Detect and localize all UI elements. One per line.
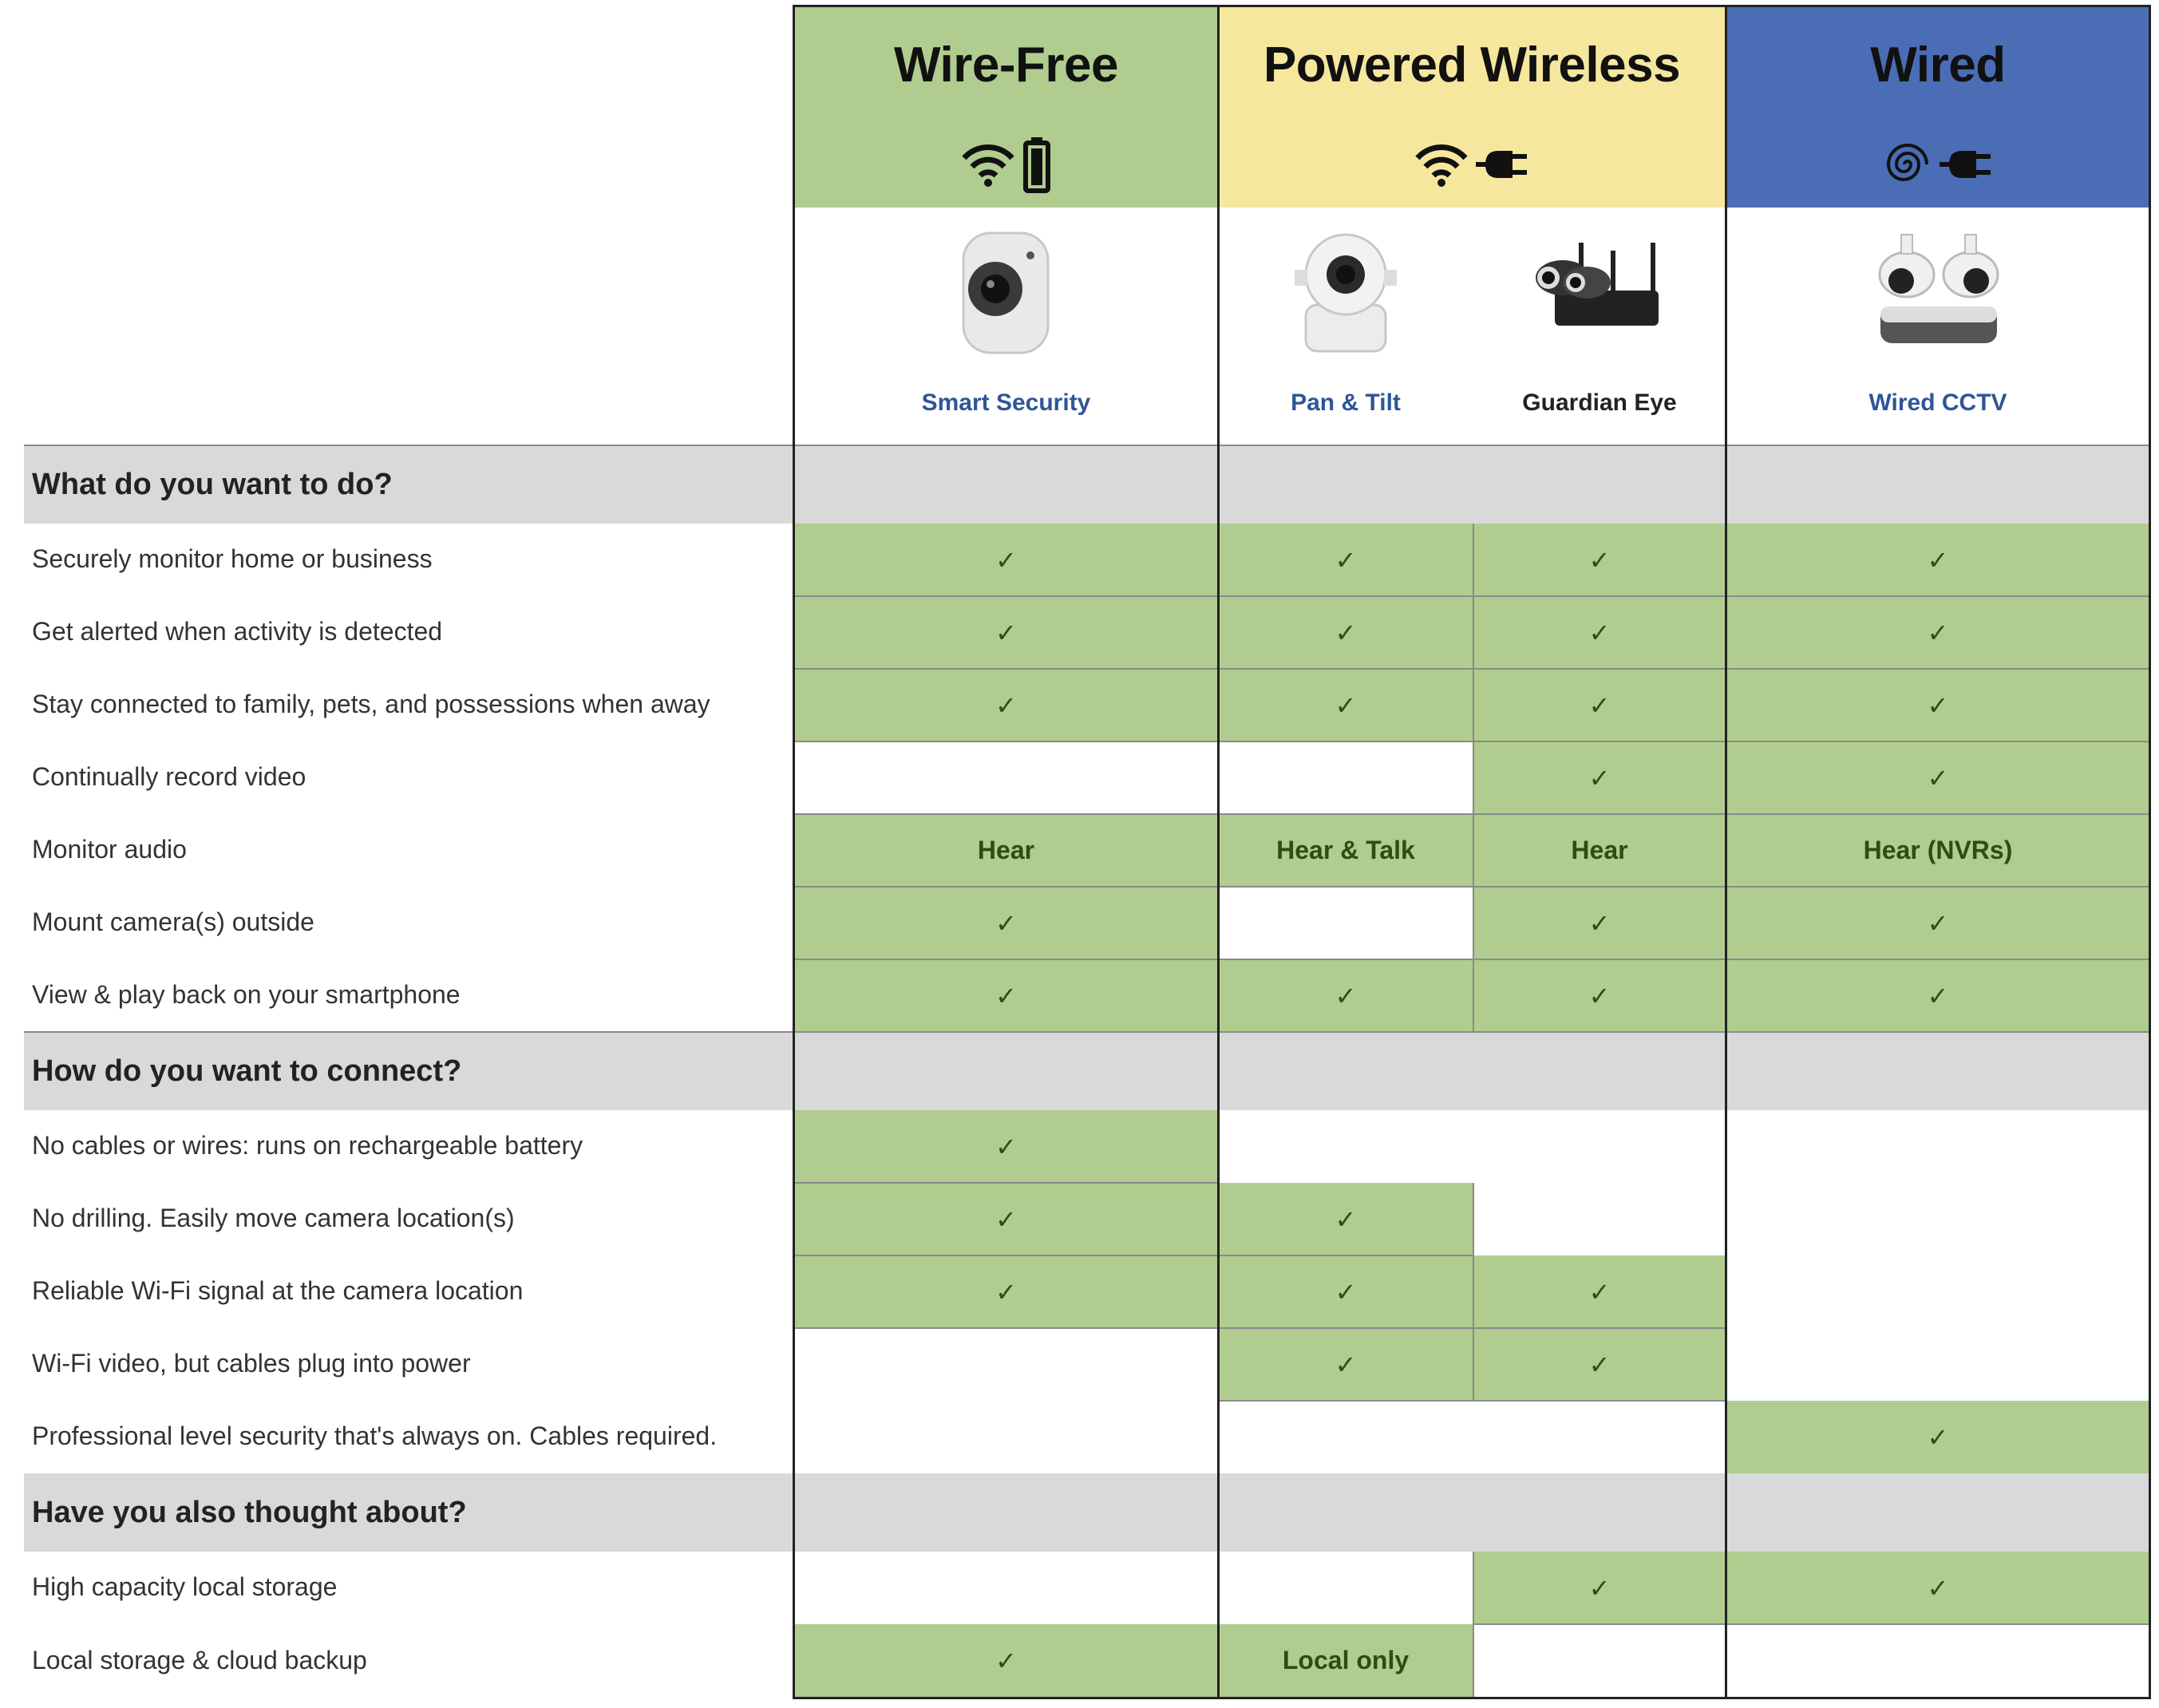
- section-spacer: [1218, 445, 1726, 524]
- check-cell: ✓: [1726, 669, 2150, 741]
- check-cell: ✓: [1473, 887, 1726, 959]
- check-cell: ✓: [1218, 1183, 1473, 1255]
- check-cell: ✓: [1473, 596, 1726, 669]
- section-spacer: [1726, 1032, 2150, 1110]
- header-wire-free: [794, 6, 1218, 208]
- divider: [794, 1255, 1473, 1256]
- row-label: Mount camera(s) outside: [32, 907, 314, 936]
- product-wired-cctv[interactable]: [1726, 208, 2150, 445]
- column-border: [1217, 6, 1220, 1698]
- row-label: Securely monitor home or business: [32, 544, 433, 573]
- row-label: Professional level security that's always on. Cables required.: [32, 1421, 718, 1450]
- check-cell: ✓: [1218, 959, 1473, 1032]
- audio-cell: Hear & Talk: [1218, 814, 1473, 887]
- table-bottom-border: [793, 1697, 2151, 1699]
- product-pan-tilt[interactable]: [1218, 208, 1473, 445]
- column-border: [793, 6, 795, 1698]
- check-cell: ✓: [1726, 596, 2150, 669]
- camera-image-icon: [1531, 235, 1667, 358]
- divider: [794, 1327, 1726, 1329]
- section-spacer: [794, 445, 1218, 524]
- check-cell: ✓: [794, 1183, 1218, 1255]
- camera-image-icon: [1871, 230, 2007, 362]
- column-border: [2149, 6, 2151, 1698]
- check-cell: ✓: [1726, 959, 2150, 1032]
- row-label: High capacity local storage: [32, 1572, 338, 1601]
- row-label: Monitor audio: [32, 835, 187, 864]
- check-cell: ✓: [1473, 741, 1726, 814]
- section-spacer: [1218, 1473, 1726, 1552]
- row-label: Continually record video: [32, 762, 306, 791]
- product-name[interactable]: Smart Security: [921, 389, 1091, 416]
- power-plug-icon: [1938, 144, 1994, 188]
- section-spacer: [794, 1473, 1218, 1552]
- check-cell: ✓: [1726, 741, 2150, 814]
- header-wired: [1726, 6, 2150, 208]
- check-cell: ✓: [1726, 524, 2150, 596]
- check-cell: ✓: [1726, 1552, 2150, 1624]
- battery-icon: [1021, 136, 1053, 197]
- check-cell: ✓: [1726, 887, 2150, 959]
- section-spacer: [794, 1032, 1218, 1110]
- check-cell: ✓: [1473, 959, 1726, 1032]
- row-label: Stay connected to family, pets, and possessions when away: [32, 690, 710, 718]
- subcolumn-border: [1473, 524, 1474, 1032]
- product-name[interactable]: Guardian Eye: [1522, 389, 1677, 416]
- wifi-icon: [1414, 140, 1469, 192]
- column-border: [1725, 6, 1727, 1698]
- row-label: Wi-Fi video, but cables plug into power: [32, 1349, 471, 1378]
- divider: [24, 445, 2150, 446]
- check-cell: ✓: [1473, 524, 1726, 596]
- divider: [1473, 1623, 2150, 1625]
- check-cell: ✓: [1218, 1255, 1473, 1328]
- wifi-icon: [960, 140, 1016, 192]
- check-cell: ✓: [794, 1110, 1218, 1183]
- check-cell: ✓: [1726, 1401, 2150, 1473]
- divider: [24, 1031, 2150, 1033]
- check-cell: ✓: [1473, 669, 1726, 741]
- product-name[interactable]: Wired CCTV: [1868, 389, 2007, 416]
- row-label: No cables or wires: runs on rechargeable battery: [32, 1131, 583, 1160]
- section-spacer: [1726, 1473, 2150, 1552]
- product-name[interactable]: Pan & Tilt: [1291, 389, 1401, 416]
- audio-cell: Hear: [1473, 814, 1726, 887]
- check-cell: ✓: [1473, 1552, 1726, 1624]
- check-cell: ✓: [1218, 669, 1473, 741]
- subcolumn-border: [1473, 1552, 1474, 1697]
- check-cell: ✓: [1218, 1328, 1473, 1401]
- section-title: How do you want to connect?: [32, 1054, 462, 1088]
- product-smart-security[interactable]: [794, 208, 1218, 445]
- header-title: Powered Wireless: [1263, 38, 1681, 93]
- row-label: Reliable Wi-Fi signal at the camera location: [32, 1276, 524, 1305]
- section-spacer: [1218, 1032, 1726, 1110]
- subcolumn-border: [1473, 1183, 1474, 1401]
- audio-cell: Hear (NVRs): [1726, 814, 2150, 887]
- header-powered-wireless: [1218, 6, 1726, 208]
- audio-cell: Hear: [794, 814, 1218, 887]
- storage-cell: Local only: [1218, 1624, 1473, 1697]
- check-cell: ✓: [1218, 524, 1473, 596]
- camera-image-icon: [954, 227, 1058, 366]
- check-cell: ✓: [794, 1255, 1218, 1328]
- check-cell: ✓: [794, 669, 1218, 741]
- header-title: Wired: [1870, 38, 2006, 93]
- row-label: Get alerted when activity is detected: [32, 617, 443, 646]
- section-what: [24, 445, 794, 524]
- divider: [1218, 1400, 1726, 1402]
- check-cell: ✓: [1473, 1328, 1726, 1401]
- table-top-border: [793, 5, 2151, 7]
- section-spacer: [1726, 445, 2150, 524]
- check-cell: ✓: [1473, 1255, 1726, 1328]
- check-cell: ✓: [1218, 596, 1473, 669]
- row-label: No drilling. Easily move camera location(s): [32, 1204, 515, 1232]
- check-cell: ✓: [794, 596, 1218, 669]
- divider: [794, 1182, 1218, 1184]
- check-cell: ✓: [794, 959, 1218, 1032]
- product-guardian-eye[interactable]: [1473, 208, 1726, 445]
- camera-image-icon: [1290, 225, 1402, 365]
- header-title: Wire-Free: [894, 38, 1118, 93]
- section-title: Have you also thought about?: [32, 1496, 467, 1529]
- row-label: View & play back on your smartphone: [32, 980, 461, 1009]
- check-cell: ✓: [794, 1624, 1218, 1697]
- section-title: What do you want to do?: [32, 468, 393, 501]
- check-cell: ✓: [794, 887, 1218, 959]
- cable-coil-icon: [1882, 139, 1933, 194]
- row-label: Local storage & cloud backup: [32, 1646, 367, 1674]
- section-how: [24, 1032, 794, 1110]
- section-also: [24, 1473, 794, 1552]
- power-plug-icon: [1474, 144, 1530, 188]
- check-cell: ✓: [794, 524, 1218, 596]
